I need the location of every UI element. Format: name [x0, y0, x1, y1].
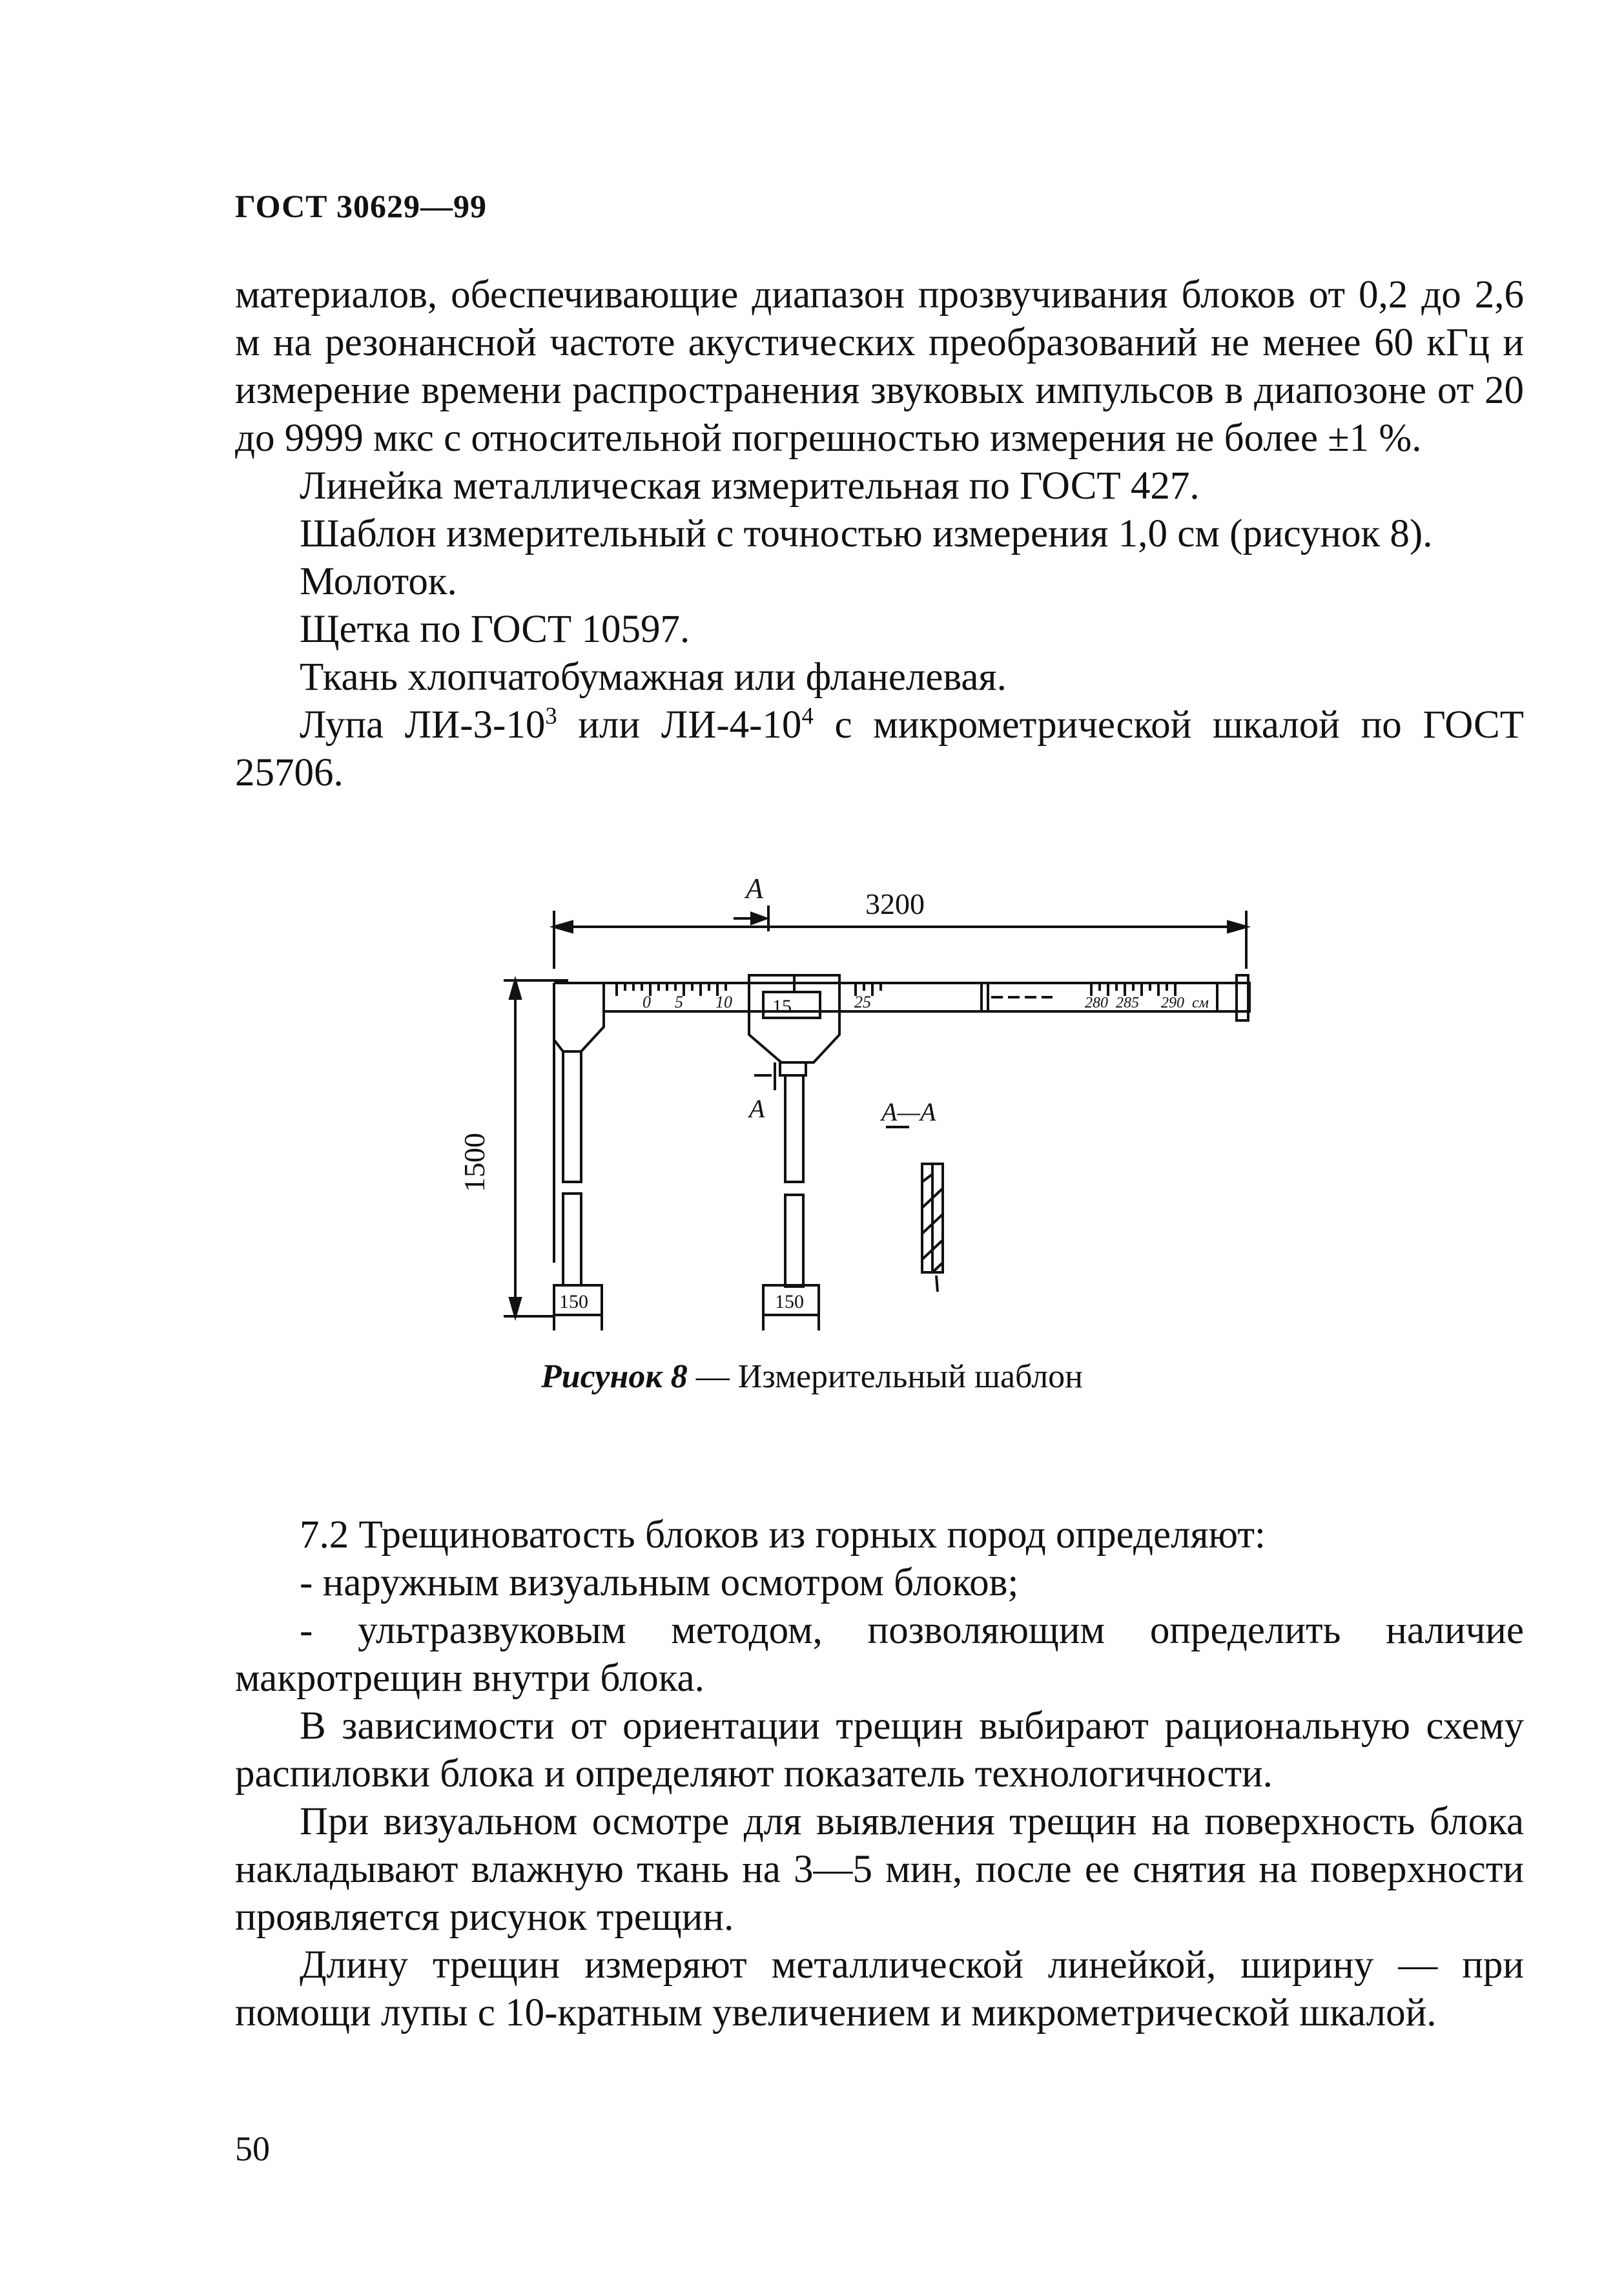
- section-7-2: [235, 1511, 1524, 2037]
- height-dimension-label: 1500: [458, 1133, 491, 1192]
- page-number: 50: [235, 2129, 270, 2168]
- paragraph: 7.2 Трещиноватость блоков из горных пород определяют:: [300, 1513, 1266, 1557]
- superscript: 4: [801, 702, 814, 729]
- width-dimension-label: 3200: [865, 887, 925, 920]
- section-tail: [936, 1276, 938, 1292]
- figure-measuring-template: [446, 846, 1285, 1356]
- leg-clamp: [780, 1062, 806, 1075]
- scale-label: 0: [642, 993, 651, 1011]
- middle-leg-upper: [785, 1075, 803, 1182]
- arrowhead: [510, 980, 520, 998]
- scale-label: 290: [1161, 995, 1184, 1011]
- figure-caption: [0, 1358, 1624, 1396]
- paragraph: При визуальном осмотре для выявления трещин на поверхность блока накладывают влажную ткань на 3—5 мин, после ее снятия на поверхности проявляется рисунок трещин.: [235, 1800, 1524, 1939]
- paragraph: Молоток.: [300, 560, 457, 603]
- paragraph: Щетка по ГОСТ 10597.: [300, 608, 690, 651]
- section-marker-top: А: [746, 873, 763, 904]
- scale-label: 25: [854, 993, 871, 1011]
- arrowhead: [510, 1298, 520, 1316]
- paragraph: В зависимости от ориентации трещин выбирают рациональную схему распиловки блока и определяют показатель технологичности.: [235, 1704, 1524, 1795]
- text-run: с микрометрической шкалой по ГОСТ 25706.: [235, 703, 1524, 794]
- window-reading: 15: [772, 996, 792, 1017]
- caption-text: — Измерительный шаблон: [687, 1358, 1083, 1395]
- superscript: 3: [545, 702, 557, 729]
- unit-label: см: [1192, 995, 1209, 1011]
- left-leg-upper: [563, 1051, 581, 1182]
- document-header: ГОСТ 30629—99: [235, 188, 488, 224]
- ruler-ticks: [617, 983, 1175, 996]
- paragraph: Линейка металлическая измерительная по ГОСТ 427.: [300, 464, 1200, 508]
- left-leg-outline: [554, 983, 604, 1263]
- arrowhead: [1228, 922, 1246, 932]
- section-marker-bottom: А: [749, 1094, 765, 1123]
- paragraph: материалов, обеспечивающие диапазон прозвучивания блоков от 0,2 до 2,6 м на резонансной частоте акустических преобразований не менее 60 кГц и измерение времени распространения звуковых импульсов в диапозоне от 20 до 9999 мкс с относительной погрешностью измерения не более ±1 %.: [235, 273, 1524, 460]
- middle-leg-lower: [785, 1195, 803, 1287]
- arrowhead: [752, 913, 766, 924]
- paragraph: Длину трещин измеряют металлической линейкой, ширину — при помощи лупы с 10-кратным увеличением и микрометрической шкалой.: [235, 1943, 1524, 2034]
- paragraph: Ткань хлопчатобумажная или фланелевая.: [300, 656, 1007, 699]
- equipment-list: [235, 271, 1524, 797]
- foot-width-label: 150: [559, 1291, 588, 1312]
- scale-label: 280: [1085, 995, 1108, 1011]
- scale-label: 10: [715, 993, 732, 1011]
- scale-label: 5: [675, 993, 683, 1011]
- paragraph-magnifier: [235, 701, 1524, 797]
- paragraph: Шаблон измерительный с точностью измерения 1,0 см (рисунок 8).: [300, 512, 1433, 555]
- text-run: Лупа ЛИ-3-10: [300, 703, 546, 747]
- foot-width-label: 150: [775, 1291, 804, 1312]
- left-leg-lower: [563, 1194, 581, 1285]
- paragraph: - наружным визуальным осмотром блоков;: [300, 1561, 1019, 1604]
- paragraph: - ультразвуковым методом, позволяющим определить наличие макротрещин внутри блока.: [235, 1609, 1524, 1700]
- template-drawing: [446, 846, 1285, 1356]
- scale-label: 285: [1116, 995, 1139, 1011]
- section-title: А—А: [881, 1097, 936, 1126]
- text-run: или ЛИ-4-10: [557, 703, 802, 747]
- caption-label: Рисунок 8: [540, 1358, 688, 1395]
- arrowhead: [554, 922, 572, 932]
